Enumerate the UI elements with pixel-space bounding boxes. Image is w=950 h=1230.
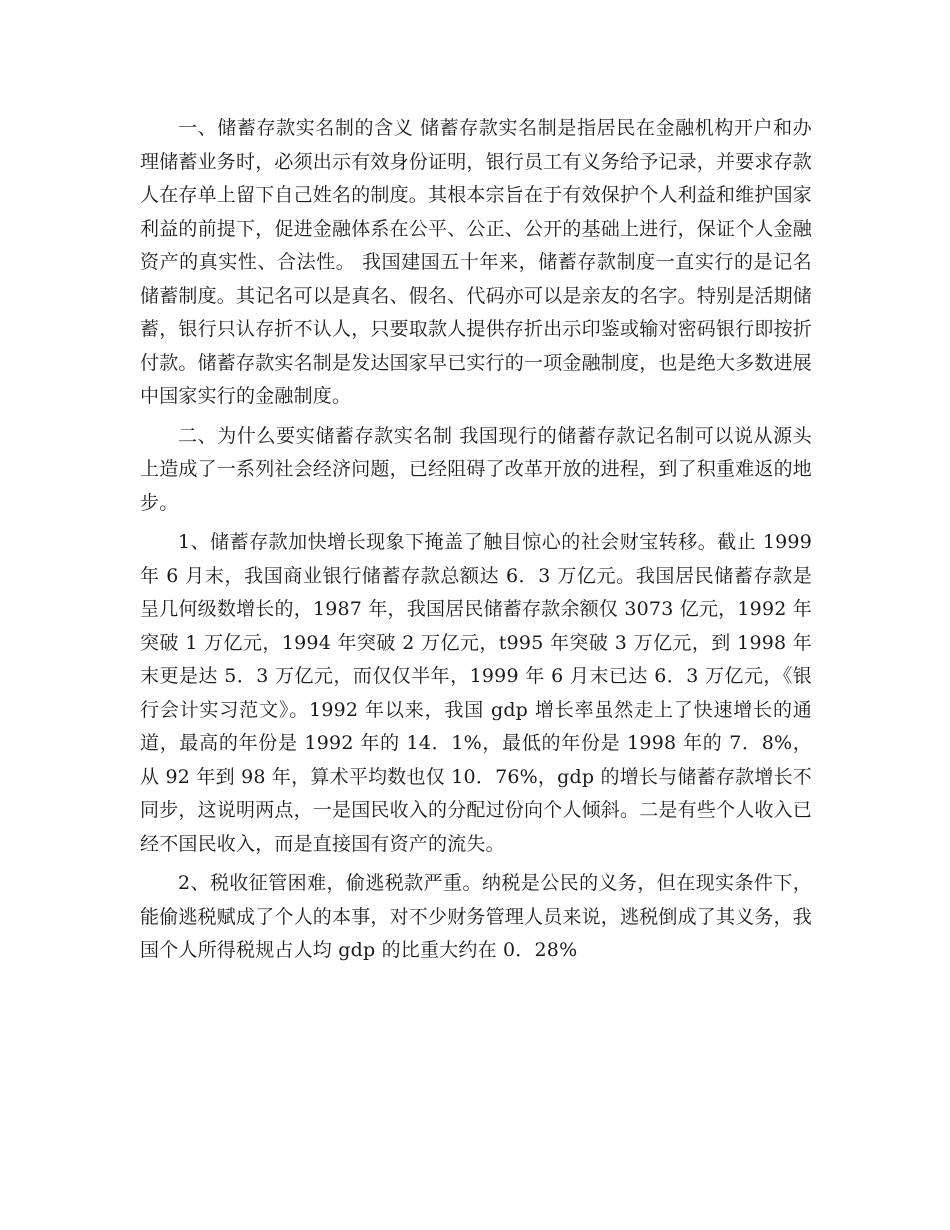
paragraph-definition: 一、储蓄存款实名制的含义 储蓄存款实名制是指居民在金融机构开户和办理储蓄业务时，必须出示有效身份证明，银行员工有义务给予记录，并要求存款人在存单上留下自己姓名的制度。其根本宗旨在于有效保护个人利益和维护国家利益的前提下，促进金融体系在公平、公正、公开的基础上进行，保证个人金融资产的真实性、合法性。 我国建国五十年来，储蓄存款制度一直实行的是记名储蓄制度。其记名可以是真名、假名、代码亦可以是亲友的名字。特别是活期储蓄，银行只认存折不认人，只要取款人提供存折出示印鉴或输对密码银行即按折付款。储蓄存款实名制是发达国家早已实行的一项金融制度，也是绝大多数进展中国家实行的金融制度。 xyxy=(140,117,813,407)
paragraph-tax-collection: 2、税收征管困难，偷逃税款严重。纳税是公民的义务，但在现实条件下，能偷逃税赋成了个人的本事，对不少财务管理人员来说，逃税倒成了其义务，我国个人所得税规占人均 gdp 的比重大约在 0．28% xyxy=(140,872,813,961)
paragraph-savings-growth: 1、储蓄存款加快增长现象下掩盖了触目惊心的社会财宝转移。截止 1999 年 6 月末，我国商业银行储蓄存款总额达 6．3 万亿元。我国居民储蓄存款是呈几何级数增长的，1987 年，我国居民储蓄存款余额仅 3073 亿元，1992 年突破 1 万亿元，1994 年突破 2 万亿元，t995 年突破 3 万亿元，到 1998 年末更是达 5．3 万亿元，而仅仅半年，1999 年 6 月末已达 6．3 万亿元，《银行会计实习范文》。1992 年以来，我国 gdp 增长率虽然走上了快速增长的通道，最高的年份是 1992 年的 14．1%，最低的年份是 1998 年的 7．8%，从 92 年到 98 年，算术平均数也仅 10．76%，gdp 的增长与储蓄存款增长不同步，这说明两点，一是国民收入的分配过份向个人倾斜。二是有些个人收入已经不国民收入，而是直接国有资产的流失。 xyxy=(140,531,813,855)
document-page xyxy=(140,112,812,968)
paragraph-why-real-name: 二、为什么要实储蓄存款实名制 我国现行的储蓄存款记名制可以说从源头上造成了一系列社会经济问题，已经阻碍了改革开放的进程，到了积重难返的地步。 xyxy=(140,424,813,514)
